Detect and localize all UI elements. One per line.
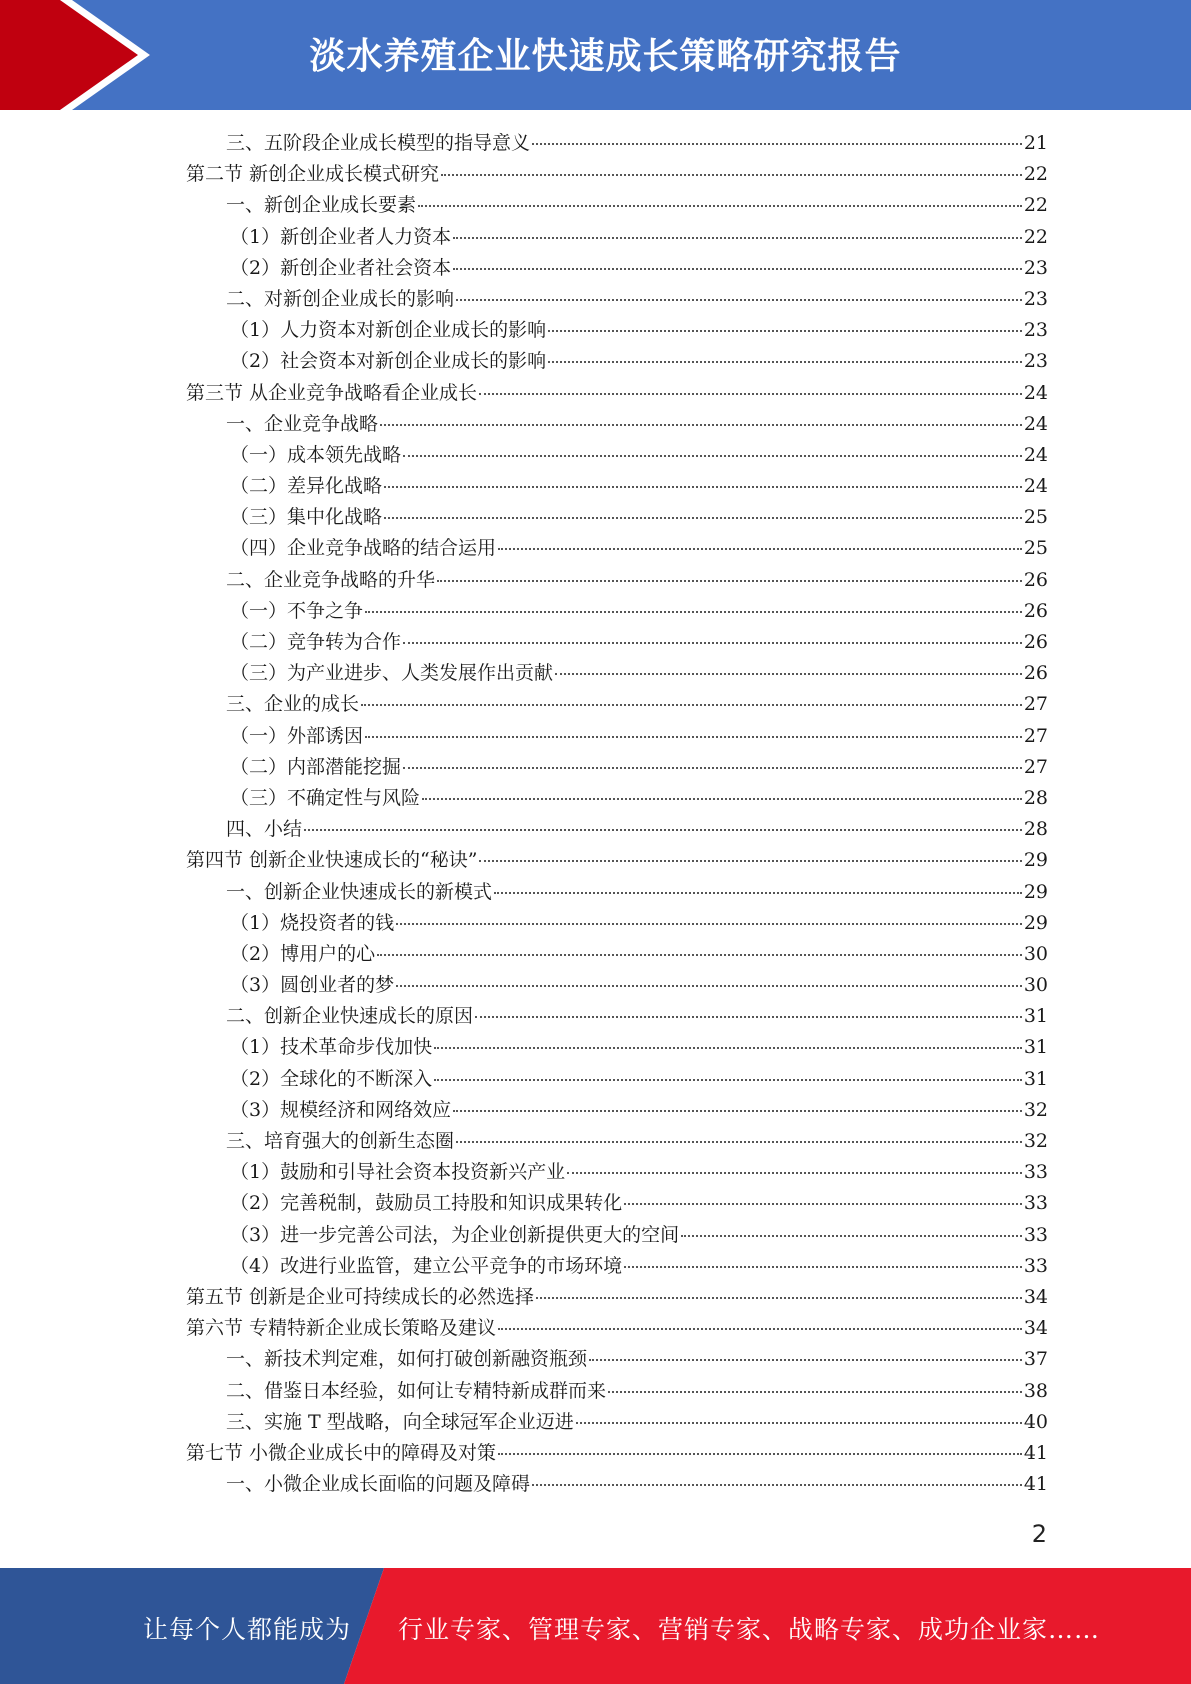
dot-leader: [681, 1235, 1022, 1237]
toc-entry-title: （二）内部潜能挖掘: [230, 755, 402, 778]
toc-entry-page: 27: [1023, 755, 1048, 778]
toc-entry-page: 28: [1023, 818, 1048, 841]
toc-entry[interactable]: [186, 346, 1048, 377]
dot-leader: [548, 330, 1022, 332]
dot-leader: [384, 486, 1022, 488]
toc-entry-page: 29: [1023, 849, 1048, 872]
toc-entry-page: 30: [1023, 942, 1048, 965]
toc-entry-page: 34: [1023, 1285, 1048, 1308]
toc-entry-title: （1）技术革命步伐加快: [230, 1036, 433, 1059]
toc-entry-title: 四、小结: [226, 818, 303, 841]
dot-leader: [304, 829, 1022, 831]
toc-entry-page: 23: [1023, 319, 1048, 342]
toc-entry-title: （1）人力资本对新创企业成长的影响: [230, 319, 547, 342]
toc-entry-title: 三、企业的成长: [226, 693, 360, 716]
toc-entry-page: 24: [1023, 475, 1048, 498]
toc-entry[interactable]: [186, 1282, 1048, 1313]
toc-entry-title: （1）烧投资者的钱: [230, 911, 395, 934]
toc-entry[interactable]: [186, 128, 1048, 159]
dot-leader: [608, 1391, 1022, 1393]
toc-entry[interactable]: [186, 689, 1048, 720]
toc-entry-title: 第三节 从企业竞争战略看企业成长: [186, 381, 478, 404]
toc-entry-title: 一、新技术判定难，如何打破创新融资瓶颈: [226, 1348, 588, 1371]
toc-entry-page: 26: [1023, 631, 1048, 653]
dot-leader: [396, 985, 1022, 987]
toc-entry[interactable]: [186, 970, 1048, 1001]
toc-entry[interactable]: [186, 502, 1048, 533]
header-band: [0, 0, 1191, 110]
toc-entry-page: 32: [1023, 1098, 1048, 1121]
toc-entry-title: 第六节 专精特新企业成长策略及建议: [186, 1317, 497, 1340]
toc-entry-page: 26: [1023, 568, 1048, 591]
toc-entry-page: 32: [1023, 1130, 1048, 1152]
dot-leader: [418, 205, 1022, 207]
dot-leader: [555, 673, 1022, 675]
toc-entry[interactable]: [186, 627, 1048, 658]
dot-leader: [498, 1328, 1022, 1330]
toc-entry-page: 21: [1023, 132, 1048, 154]
dot-leader: [403, 642, 1022, 644]
dot-leader: [403, 767, 1022, 769]
toc-entry[interactable]: [186, 378, 1048, 409]
dot-leader: [403, 455, 1022, 457]
toc-entry-title: （3）进一步完善公司法，为企业创新提供更大的空间: [230, 1223, 680, 1246]
toc-entry-title: （三）不确定性与风险: [230, 786, 421, 809]
toc-entry-page: 31: [1023, 1036, 1048, 1059]
toc-entry-page: 26: [1023, 599, 1048, 622]
toc-entry-page: 31: [1023, 1067, 1048, 1090]
toc-entry[interactable]: [186, 845, 1048, 876]
toc-entry-page: 29: [1023, 911, 1048, 934]
toc-entry-title: 二、借鉴日本经验，如何让专精特新成群而来: [226, 1379, 607, 1402]
toc-entry[interactable]: [186, 190, 1048, 221]
toc-entry-title: （4）改进行业监管，建立公平竞争的市场环境: [230, 1254, 623, 1277]
toc-entry[interactable]: [186, 1376, 1048, 1407]
toc-entry[interactable]: [186, 1313, 1048, 1344]
toc-entry[interactable]: [186, 1220, 1048, 1251]
toc-entry-page: 30: [1023, 974, 1048, 997]
toc-entry[interactable]: [186, 409, 1048, 440]
toc-entry[interactable]: [186, 471, 1048, 502]
dot-leader: [380, 424, 1022, 426]
toc-entry-page: 23: [1023, 350, 1048, 373]
page-number: 2: [1031, 1520, 1047, 1548]
toc-entry-page: 26: [1023, 662, 1048, 685]
toc-entry-title: （2）全球化的不断深入: [230, 1067, 433, 1090]
toc-entry-page: 31: [1023, 1005, 1048, 1028]
toc-entry-title: 一、企业竞争战略: [226, 412, 379, 435]
dot-leader: [361, 704, 1022, 706]
toc-entry[interactable]: [186, 721, 1048, 752]
toc-entry-title: （2）完善税制，鼓励员工持股和知识成果转化: [230, 1192, 623, 1215]
toc-entry[interactable]: [186, 877, 1048, 908]
toc-entry[interactable]: [186, 1438, 1048, 1469]
dot-leader: [422, 798, 1022, 800]
toc-entry-page: 29: [1023, 880, 1048, 903]
toc-entry[interactable]: [186, 1064, 1048, 1095]
dot-leader: [624, 1266, 1022, 1268]
toc-entry-title: （一）成本领先战略: [230, 443, 402, 466]
dot-leader: [365, 736, 1022, 738]
toc-entry[interactable]: [186, 658, 1048, 689]
dot-leader: [475, 1016, 1022, 1018]
dot-leader: [479, 393, 1022, 395]
dot-leader: [434, 1047, 1022, 1049]
toc-entry-page: 27: [1023, 724, 1048, 747]
toc-entry-title: （二）差异化战略: [230, 475, 383, 498]
dot-leader: [494, 892, 1022, 894]
toc-entry-title: （1）鼓励和引导社会资本投资新兴产业: [230, 1161, 566, 1184]
dot-leader: [548, 361, 1022, 363]
footer-band: [0, 1568, 1191, 1684]
toc-entry-title: （3）圆创业者的梦: [230, 974, 395, 997]
toc-entry[interactable]: [186, 1469, 1048, 1500]
toc-entry-page: 33: [1023, 1223, 1048, 1246]
dot-leader: [576, 1422, 1022, 1424]
dot-leader: [536, 1297, 1022, 1299]
toc-entry[interactable]: [186, 1188, 1048, 1219]
toc-entry-title: 第七节 小微企业成长中的障碍及对策: [186, 1441, 497, 1464]
toc-entry[interactable]: [186, 908, 1048, 939]
toc-entry-title: 三、实施 T 型战略，向全球冠军企业迈进: [226, 1410, 574, 1433]
toc-entry[interactable]: [186, 814, 1048, 845]
toc-entry-page: 24: [1023, 412, 1048, 435]
toc-entry-title: 二、创新企业快速成长的原因: [226, 1005, 474, 1028]
toc-entry-title: （2）博用户的心: [230, 942, 376, 965]
toc-entry-page: 24: [1023, 381, 1048, 404]
toc-entry[interactable]: [186, 440, 1048, 471]
toc-entry-title: （一）外部诱因: [230, 724, 364, 747]
toc-entry-title: （一）不争之争: [230, 599, 364, 622]
toc-entry-page: 33: [1023, 1161, 1048, 1184]
dot-leader: [441, 174, 1022, 176]
toc-entry-page: 25: [1023, 537, 1048, 560]
toc-entry-title: （二）竞争转为合作: [230, 631, 402, 653]
toc-entry[interactable]: [186, 159, 1048, 190]
toc-entry[interactable]: [186, 533, 1048, 564]
dot-leader: [384, 517, 1022, 519]
dot-leader: [589, 1359, 1022, 1361]
toc-entry[interactable]: [186, 1157, 1048, 1188]
dot-leader: [456, 299, 1022, 301]
toc-entry[interactable]: [186, 565, 1048, 596]
dot-leader: [479, 860, 1021, 862]
footer-slogan-left: 让每个人都能成为: [143, 1615, 352, 1644]
toc-entry[interactable]: [186, 783, 1048, 814]
dot-leader: [453, 237, 1022, 239]
toc-entry-title: 三、培育强大的创新生态圈: [226, 1130, 455, 1152]
toc-entry-title: （三）为产业进步、人类发展作出贡献: [230, 662, 554, 685]
dot-leader: [437, 580, 1022, 582]
toc-entry-title: 一、创新企业快速成长的新模式: [226, 880, 493, 903]
toc-entry-page: 37: [1023, 1348, 1048, 1371]
dot-leader: [532, 1484, 1022, 1486]
toc-entry[interactable]: [186, 1344, 1048, 1375]
toc-entry[interactable]: [186, 253, 1048, 284]
toc-entry[interactable]: [186, 1251, 1048, 1282]
toc-entry[interactable]: [186, 1032, 1048, 1063]
toc-entry[interactable]: [186, 939, 1048, 970]
toc-entry-title: （2）社会资本对新创企业成长的影响: [230, 350, 547, 373]
toc-entry-page: 23: [1023, 256, 1048, 279]
toc-entry-page: 23: [1023, 287, 1048, 310]
dot-leader: [624, 1203, 1022, 1205]
toc-entry-page: 24: [1023, 443, 1048, 466]
toc-entry-page: 28: [1023, 786, 1048, 809]
toc-entry[interactable]: [186, 1407, 1048, 1438]
toc-entry-title: 一、小微企业成长面临的问题及障碍: [226, 1473, 531, 1496]
dot-leader: [498, 548, 1022, 550]
footer-slogan-right: 行业专家、管理专家、营销专家、战略专家、成功企业家……: [398, 1615, 1101, 1644]
toc-entry-page: 25: [1023, 506, 1048, 529]
dot-leader: [365, 611, 1022, 613]
toc-entry[interactable]: [186, 752, 1048, 783]
toc-entry-page: 40: [1023, 1410, 1048, 1433]
dot-leader: [532, 143, 1022, 145]
dot-leader: [456, 1141, 1022, 1143]
toc-entry[interactable]: [186, 596, 1048, 627]
dot-leader: [453, 268, 1022, 270]
toc-entry[interactable]: [186, 315, 1048, 346]
table-of-contents: [186, 128, 1048, 1500]
toc-entry-title: （四）企业竞争战略的结合运用: [230, 537, 497, 560]
dot-leader: [377, 954, 1022, 956]
toc-entry[interactable]: [186, 284, 1048, 315]
toc-entry[interactable]: [186, 1001, 1048, 1032]
toc-entry-title: （3）规模经济和网络效应: [230, 1098, 452, 1121]
toc-entry-page: 22: [1023, 194, 1048, 217]
toc-entry-page: 33: [1023, 1254, 1048, 1277]
toc-entry[interactable]: [186, 1126, 1048, 1157]
toc-entry[interactable]: [186, 1095, 1048, 1126]
toc-entry-page: 41: [1023, 1441, 1048, 1464]
toc-entry-page: 22: [1023, 225, 1048, 248]
toc-entry-title: 第二节 新创企业成长模式研究: [186, 163, 440, 186]
toc-entry-title: 第五节 创新是企业可持续成长的必然选择: [186, 1285, 535, 1308]
toc-entry-title: （2）新创企业者社会资本: [230, 256, 452, 279]
toc-entry-title: 二、对新创企业成长的影响: [226, 287, 455, 310]
dot-leader: [453, 1110, 1022, 1112]
dot-leader: [567, 1172, 1022, 1174]
toc-entry-title: （三）集中化战略: [230, 506, 383, 529]
document-title: 淡水养殖企业快速成长策略研究报告: [309, 36, 902, 77]
toc-entry-page: 22: [1023, 163, 1048, 186]
toc-entry-title: 三、五阶段企业成长模型的指导意义: [226, 132, 531, 154]
toc-entry-title: （1）新创企业者人力资本: [230, 225, 452, 248]
toc-entry-title: 一、新创企业成长要素: [226, 194, 417, 217]
toc-entry-page: 33: [1023, 1192, 1048, 1215]
toc-entry-page: 27: [1023, 693, 1048, 716]
toc-entry-page: 38: [1023, 1379, 1048, 1402]
toc-entry-title: 第四节 创新企业快速成长的“秘诀”: [186, 849, 478, 872]
dot-leader: [434, 1079, 1022, 1081]
dot-leader: [396, 923, 1022, 925]
toc-entry[interactable]: [186, 222, 1048, 253]
dot-leader: [498, 1453, 1022, 1455]
toc-entry-page: 34: [1023, 1317, 1048, 1340]
toc-entry-page: 41: [1023, 1473, 1048, 1496]
toc-entry-title: 二、企业竞争战略的升华: [226, 568, 436, 591]
